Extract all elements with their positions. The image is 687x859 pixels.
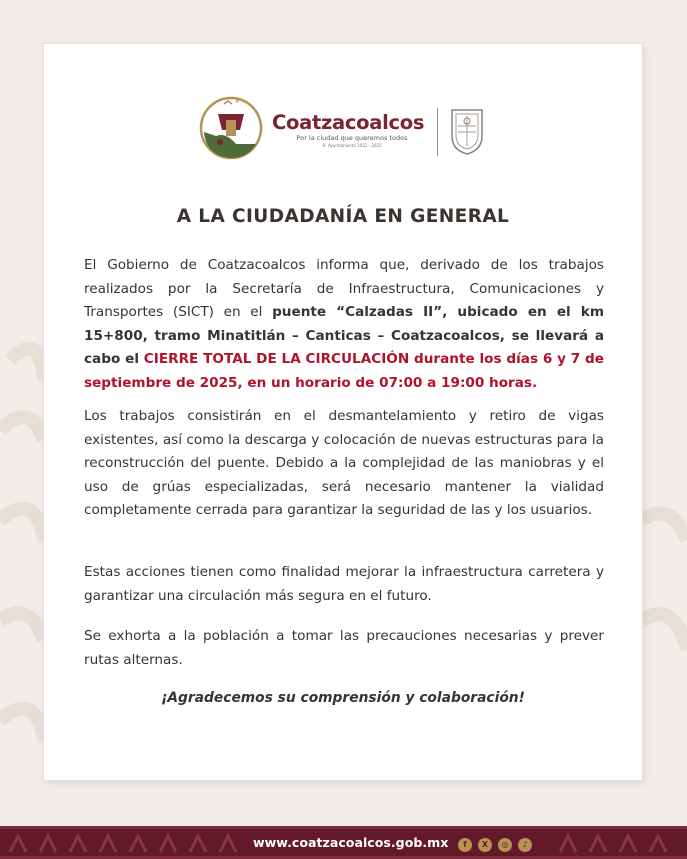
paragraph-announcement	[84, 254, 604, 395]
header-divider	[437, 108, 438, 156]
municipal-seal-icon	[448, 106, 486, 156]
brand-name: Coatzacoalcos	[272, 111, 425, 134]
notice-title: A LA CIUDADANÍA EN GENERAL	[176, 206, 510, 227]
x-icon[interactable]: X	[478, 838, 492, 852]
thanks-message: ¡Agradecemos su comprensión y colaboración!	[161, 690, 525, 706]
instagram-icon[interactable]: ◎	[498, 838, 512, 852]
website-link[interactable]: www.coatzacoalcos.gob.mx	[253, 835, 449, 850]
header-logo-block	[196, 92, 496, 164]
facebook-icon[interactable]: f	[458, 838, 472, 852]
tiktok-icon[interactable]: ♪	[518, 838, 532, 852]
brand-wordmark	[272, 112, 432, 149]
paragraph-works: Los trabajos consistirán en el desmantelamiento y retiro de vigas existentes, así como la descarga y colocación de nuevas estructuras para la reconstrucción del puente. Debido a la complejidad de las maniobras y el uso de grúas especializadas, será necesario mantener la vialidad completamente cerrada para garantizar la seguridad de las y los usuarios.	[84, 408, 604, 518]
coatzacoalcos-emblem-icon	[196, 92, 266, 162]
paragraph-purpose: Estas acciones tienen como finalidad mejorar la infraestructura carretera y garantizar una circulación más segura en el futuro.	[84, 564, 604, 604]
announcement-intro: El Gobierno de Coatzacoalcos informa que, derivado de los trabajos realizados por la Secretaría de Infraestructura, Comunicaciones y Transportes (SICT) en el	[84, 257, 604, 320]
brand-tagline: Por la ciudad que queremos todos	[296, 134, 408, 142]
council-period: H. Ayuntamiento 2022 - 2025	[322, 143, 382, 148]
paragraph-advice: Se exhorta a la población a tomar las precauciones necesarias y prever rutas alternas.	[84, 628, 604, 668]
announcement-location: puente “Calzadas II”, ubicado en el km 15+800, tramo Minatitlán – Canticas – Coatzacoalcos, se llevará a cabo el	[84, 304, 604, 367]
announcement-closure: CIERRE TOTAL DE LA CIRCULACIÓN durante los días 6 y 7 de septiembre de 2025, en un horario de 07:00 a 19:00 horas.	[84, 351, 604, 391]
